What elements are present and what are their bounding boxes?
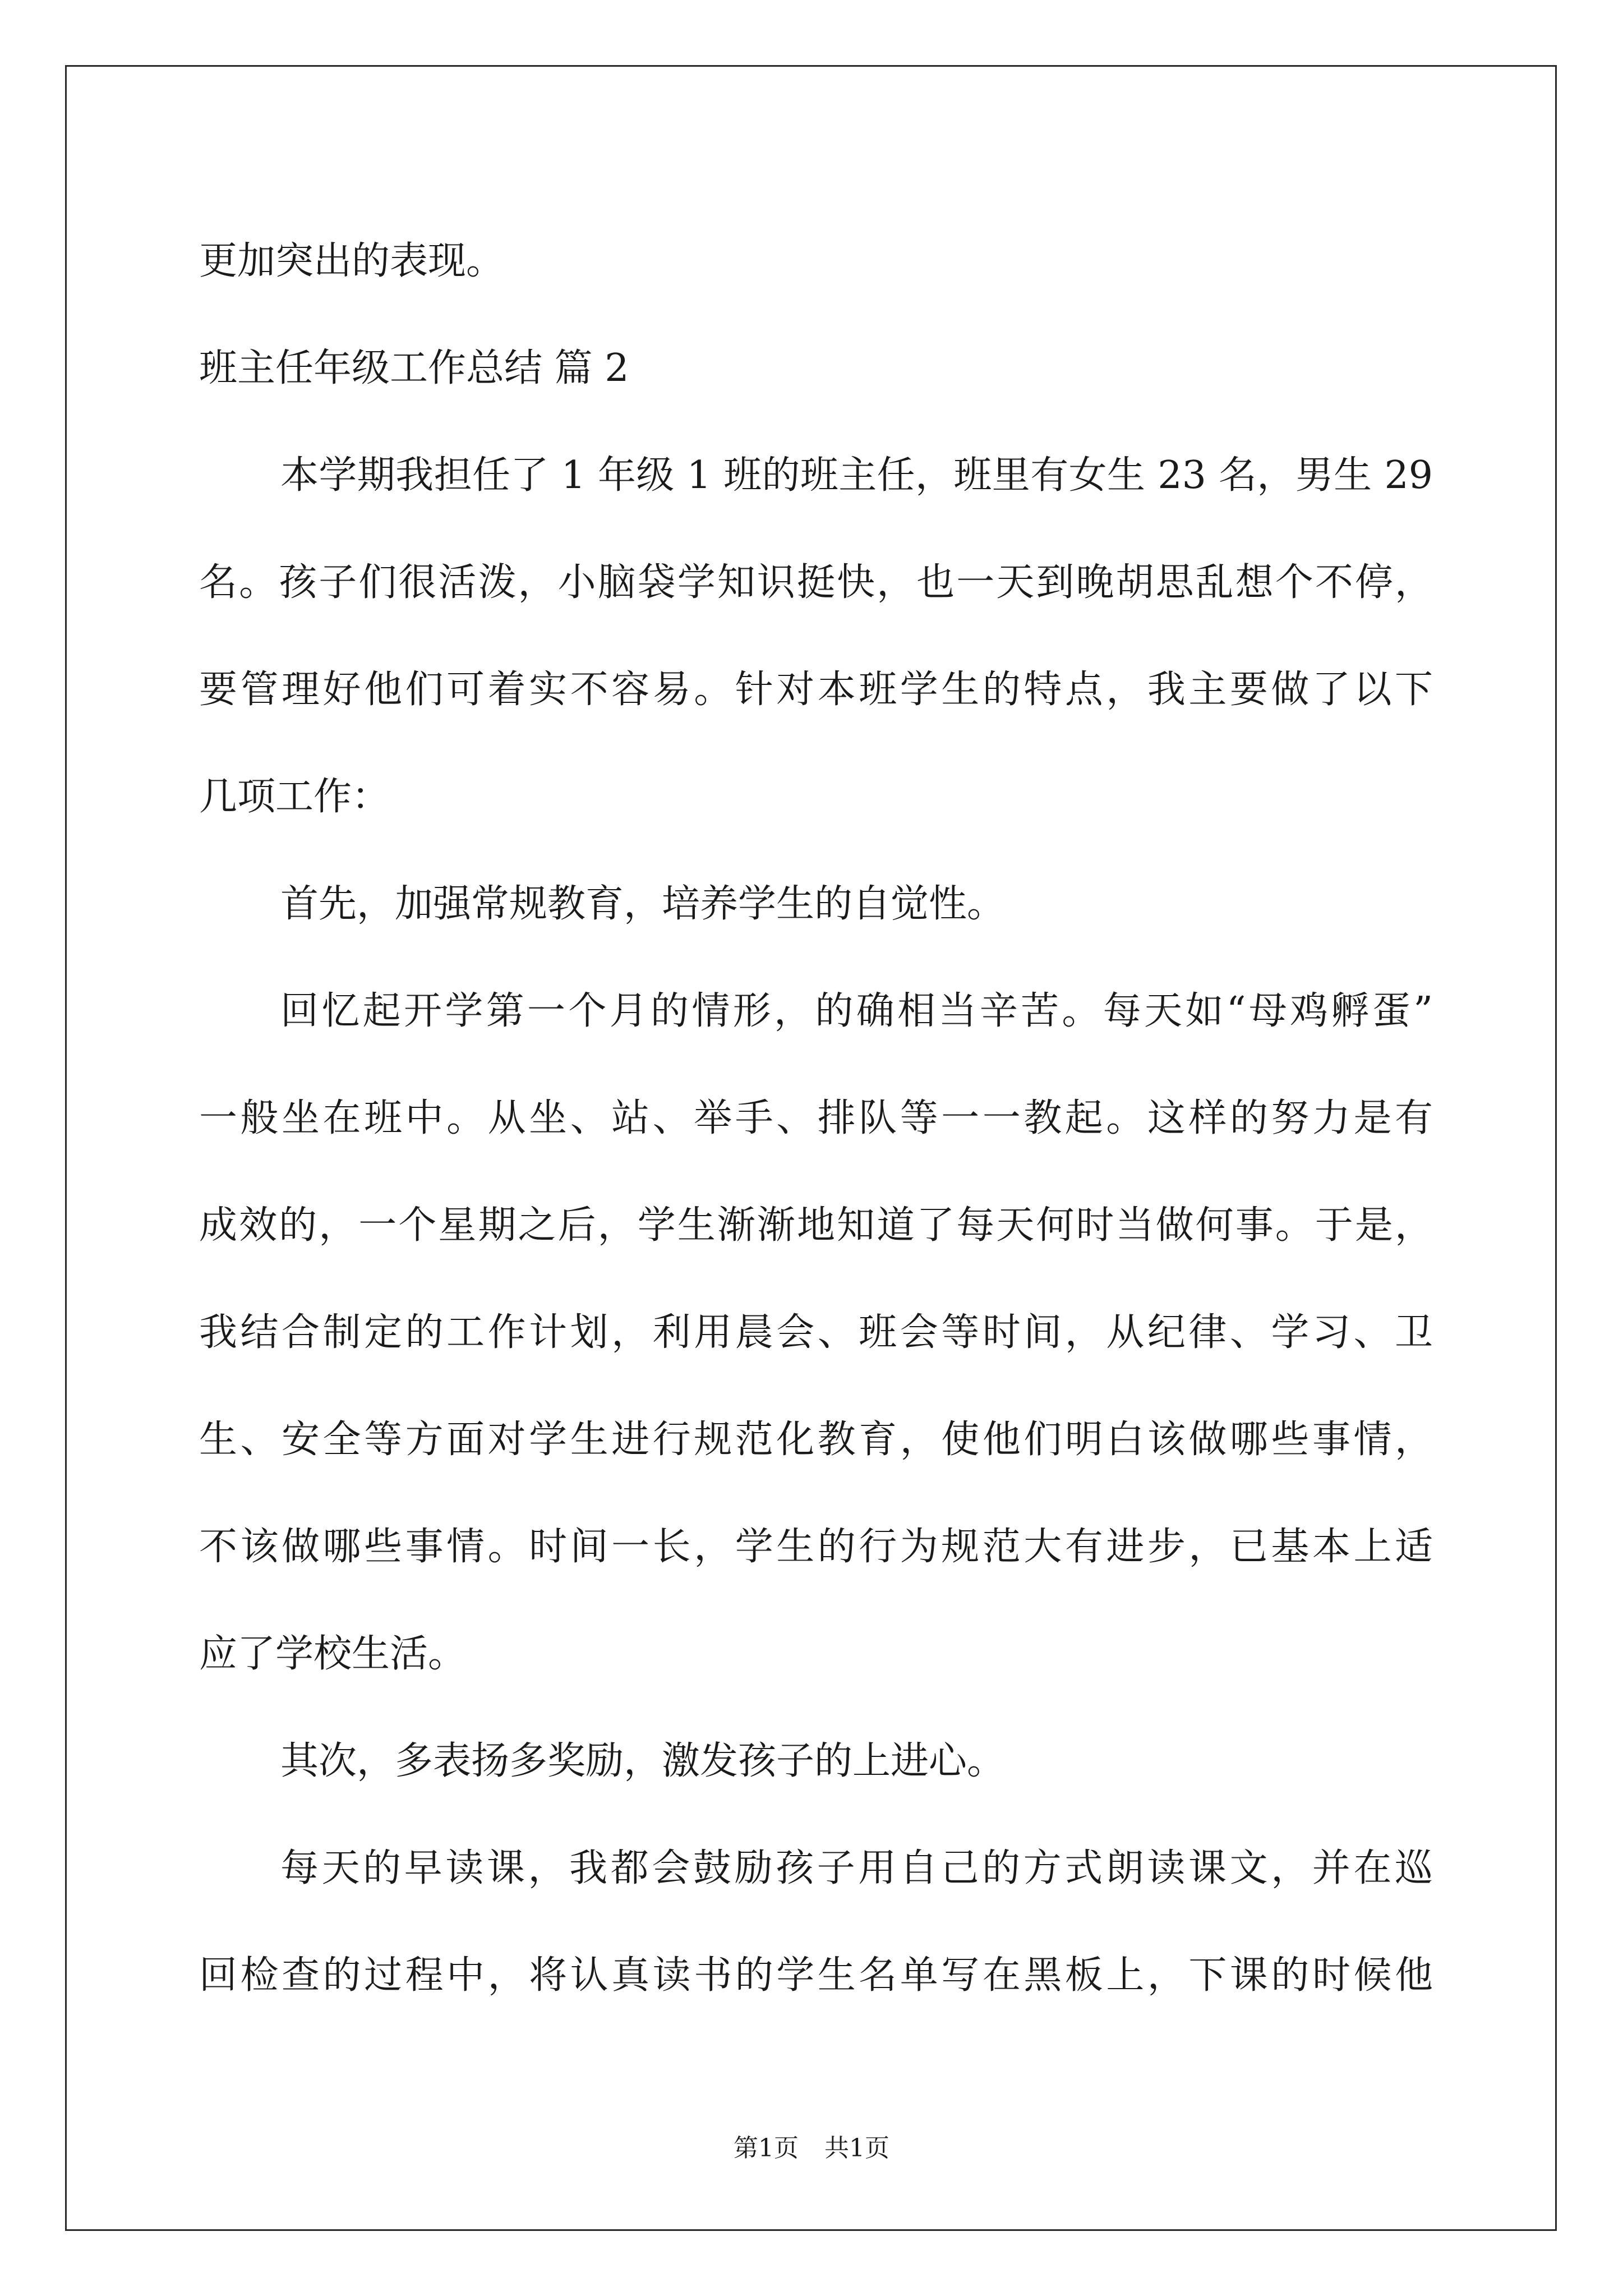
text-line: 首先，加强常规教育，培养学生的自觉性。 [280,882,1006,926]
document-body [199,208,1433,2029]
text-line: 更加突出的表现。 [199,239,505,283]
page-number: 第1页 [734,2134,799,2162]
text-line: 回忆起开学第一个月的情形，的确相当辛苦。每天如“母鸡孵蛋” [280,989,1433,1033]
text-line: 一般坐在班中。从坐、站、举手、排队等一一教起。这样的努力是有 [199,1096,1433,1140]
text-line: 成效的，一个星期之后，学生渐渐地知道了每天何时当做何事。于是， [199,1203,1433,1248]
text-line: 几项工作： [199,775,390,819]
page-total: 共1页 [824,2134,889,2162]
text-line: 回检查的过程中，将认真读书的学生名单写在黑板上，下课的时候他 [199,1953,1433,1998]
section-heading: 班主任年级工作总结 篇 2 [199,346,629,390]
text-line: 不该做哪些事情。时间一长，学生的行为规范大有进步，已基本上适 [199,1525,1433,1569]
page-footer [0,2132,1623,2165]
text-line: 其次，多表扬多奖励，激发孩子的上进心。 [280,1739,1006,1783]
text-line: 我结合制定的工作计划，利用晨会、班会等时间，从纪律、学习、卫 [199,1310,1433,1355]
text-line: 应了学校生活。 [199,1632,467,1676]
text-line: 生、安全等方面对学生进行规范化教育，使他们明白该做哪些事情， [199,1418,1433,1462]
text-line: 名。孩子们很活泼，小脑袋学知识挺快，也一天到晚胡思乱想个不停， [199,560,1433,605]
text-line: 本学期我担任了 1 年级 1 班的班主任，班里有女生 23 名，男生 29 [280,453,1433,498]
text-line: 每天的早读课，我都会鼓励孩子用自己的方式朗读课文，并在巡 [280,1846,1433,1890]
text-line: 要管理好他们可着实不容易。针对本班学生的特点，我主要做了以下 [199,668,1433,712]
